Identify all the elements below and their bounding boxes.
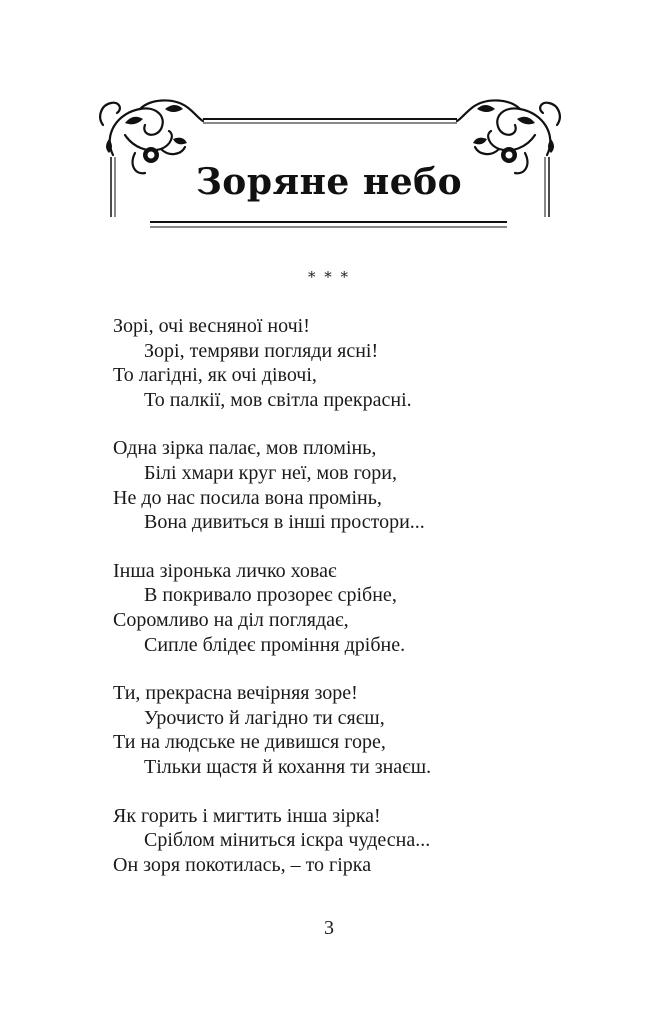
stanza [113, 314, 593, 412]
stanza [113, 804, 593, 878]
poem-title: Зоряне небо [195, 161, 463, 203]
section-separator: * * * [307, 268, 351, 286]
poem-line: Зорі, темряви погляди ясні! [144, 339, 379, 362]
poem-line: Одна зірка палає, мов пломінь, [113, 437, 377, 460]
poem-line: Соромливо на діл поглядає, [113, 608, 349, 631]
poem-line: Білі хмари круг неї, мов гори, [144, 461, 397, 484]
poem-line: Тільки щастя й кохання ти знаєш. [144, 755, 432, 778]
stanza [113, 559, 593, 657]
stanza [113, 436, 593, 534]
poem-line: То лагідні, як очі дівочі, [113, 364, 317, 387]
poem-line: Не до нас посила вона промінь, [113, 486, 382, 509]
poem-line: Ти на людське не дивишся горе, [113, 731, 386, 754]
stanza [113, 681, 593, 779]
poem-line: Як горить і мигтить інша зірка! [113, 804, 381, 827]
poem-line: Урочисто й лагідно ти сяєш, [144, 706, 385, 729]
poem-line: Інша зіронька личко ховає [113, 559, 337, 582]
poem-body [113, 314, 593, 901]
poem-line: То палкії, мов світла прекрасні. [144, 388, 412, 411]
poem-line: Зорі, очі весняної ночі! [113, 315, 310, 337]
poem-line: В покривало прозореє срібне, [144, 584, 397, 607]
poem-line: Сріблом міниться іскра чудесна... [144, 829, 431, 852]
poem-line: Он зоря покотилась, – то гірка [113, 853, 372, 876]
page-number: 3 [324, 917, 334, 939]
poem-line: Сипле блідеє проміння дрібне. [144, 633, 406, 656]
poem-line: Ти, прекрасна вечірняя зоре! [113, 682, 358, 705]
poem-line: Вона дивиться в інші простори... [144, 511, 425, 534]
